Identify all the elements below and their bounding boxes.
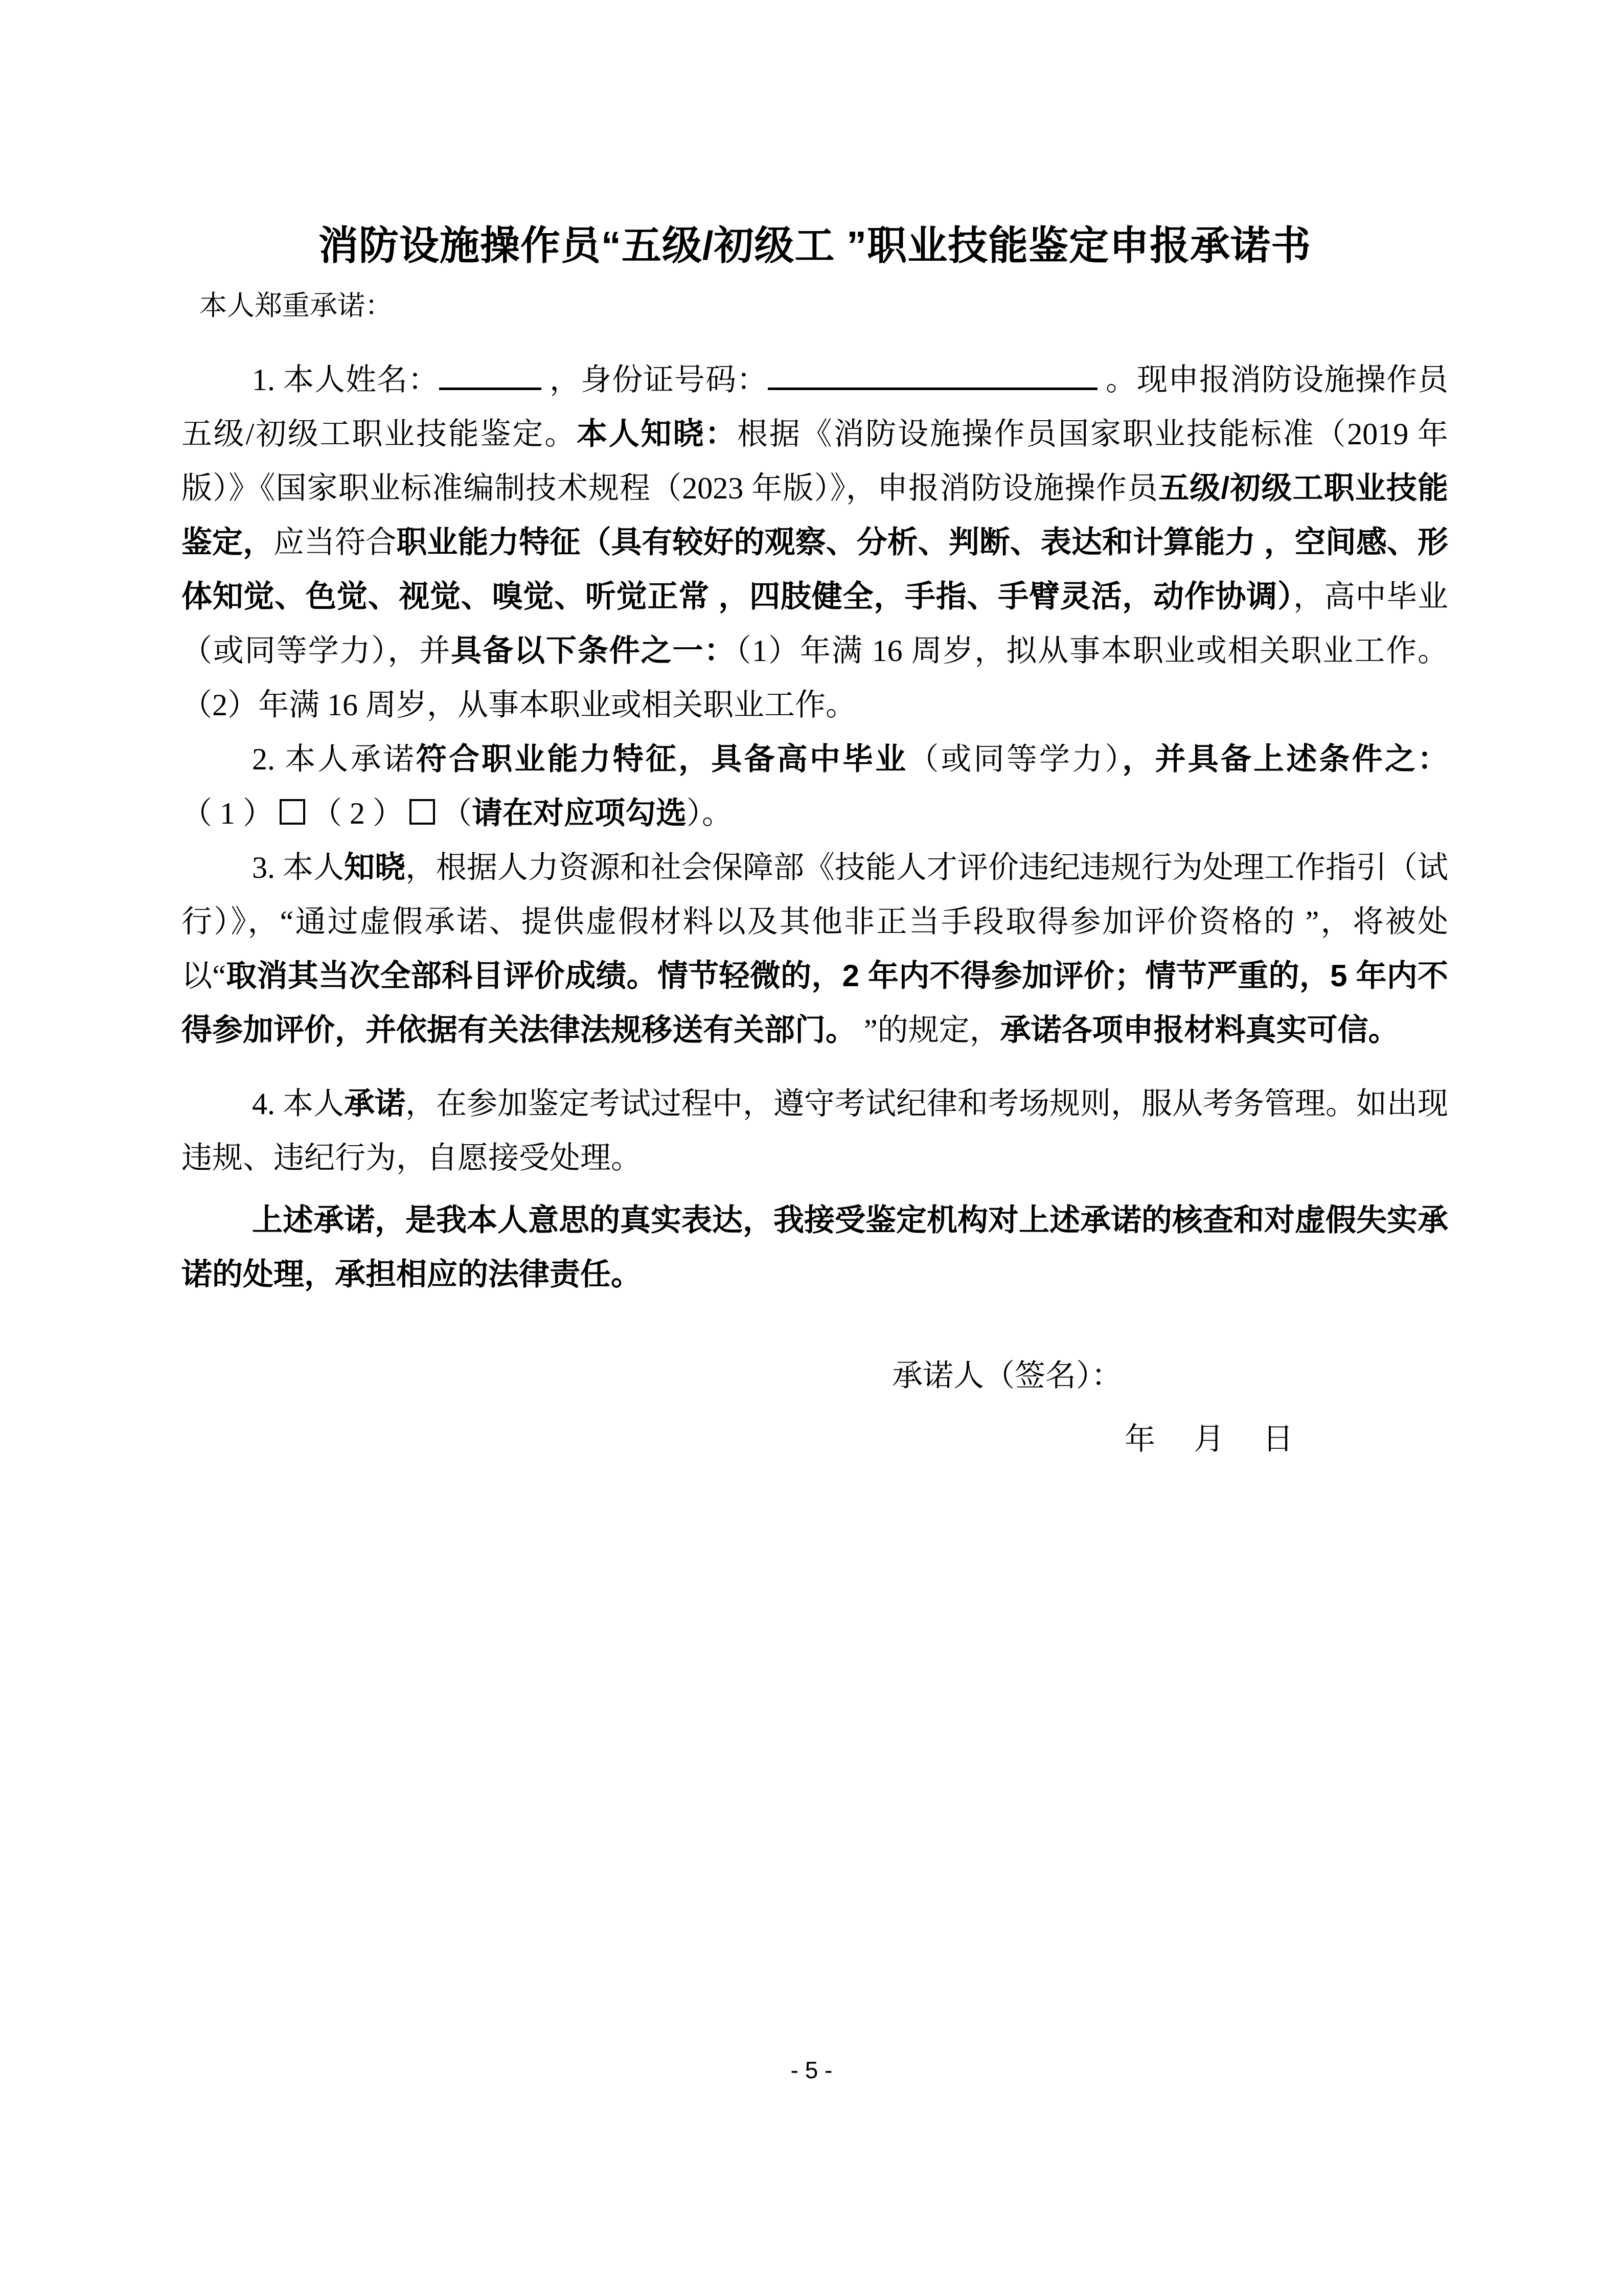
option-1-checkbox[interactable] xyxy=(280,799,305,825)
option-2-checkbox[interactable] xyxy=(409,799,435,825)
document-content xyxy=(181,220,1448,1466)
text-segment: 承诺 xyxy=(344,1086,405,1121)
text-segment: 本人知晓： xyxy=(577,417,738,451)
text-segment: 取消其当次全部科目评价成绩。情节轻微的，2 年内不得参加评价；情节严重的，5 年内不得参加评价，并依据有关法律法规移送有关部门。 xyxy=(181,959,1448,1047)
text-segment: （ 2 ） xyxy=(311,797,403,830)
text-segment: ”的规定， xyxy=(856,1013,1000,1047)
date-label: 年 月 日 xyxy=(1125,1422,1293,1456)
name-blank[interactable] xyxy=(439,358,541,390)
document-body xyxy=(181,353,1448,1302)
text-segment: ，根据人力资源和社会保障部《技能人才评价违纪违规行为处理工作指引（试行）》，“通过虚假承诺、提供虚假材料以及其他非正当手段取得参加评价资格的 ”，将被处以“ xyxy=(181,851,1448,993)
text-segment: ，在参加鉴定考试过程中，遵守考试纪律和考场规则，服从考务管理。如出现违规、违纪行为，自愿接受处理。 xyxy=(181,1087,1448,1175)
intro-line: 本人郑重承诺： xyxy=(199,290,393,321)
text-segment: 1. 本人姓名： xyxy=(252,363,439,397)
text-segment: （ xyxy=(441,797,472,830)
text-segment: 应当符合 xyxy=(273,526,397,559)
text-segment: 职业能力特征（具有较好的观察、分析、判断、表达和计算能力 ，空间感、形体知觉、色觉、视觉、嗅觉、听觉正常 ，四肢健全，手指、手臂灵活，动作协调） xyxy=(181,525,1449,613)
signature-block xyxy=(181,1349,1448,1466)
text-segment: ，身份证号码： xyxy=(541,363,768,397)
text-segment: （或同等学力） xyxy=(908,742,1123,776)
text-segment: 3. 本人 xyxy=(252,851,344,884)
text-segment: 上述承诺，是我本人意思的真实表达，我接受鉴定机构对上述承诺的核查和对虚假失实承诺的处理，承担相应的法律责任。 xyxy=(181,1203,1448,1291)
text-segment: 。现申报消防设施操作员五级/初级工职业技能鉴定。 xyxy=(181,363,1448,451)
paragraph-5 xyxy=(181,1193,1448,1302)
signer-label: 承诺人（签名）： xyxy=(892,1359,1122,1393)
text-segment: 五级/初级工职业技能鉴定， xyxy=(181,471,1448,559)
page-number: - 5 - xyxy=(790,2057,833,2083)
text-segment: （ 1 ） xyxy=(181,797,273,830)
paragraph-3 xyxy=(181,840,1448,1057)
paragraph-2-options xyxy=(181,786,1448,840)
text-segment: 2. 本人承诺 xyxy=(252,742,416,776)
text-segment: ，并具备上述条件之： xyxy=(1122,742,1449,776)
document-title: 消防设施操作员“五级/初级工 ”职业技能鉴定申报承诺书 xyxy=(318,223,1312,268)
text-segment: （1）年满 16 周岁，拟从事本职业或相关职业工作。（2）年满 16 周岁，从事本职业或相关职业工作。 xyxy=(181,634,1449,722)
text-segment: 符合职业能力特征，具备高中毕业 xyxy=(416,742,908,776)
text-segment: ，高中毕业（或同等学力），并 xyxy=(181,580,1449,668)
text-segment: ）。 xyxy=(687,797,733,830)
text-segment: 知晓 xyxy=(344,850,405,884)
text-segment: 承诺各项申报材料真实可信。 xyxy=(1000,1013,1399,1047)
paragraph-1 xyxy=(181,353,1448,732)
text-segment: 请在对应项勾选 xyxy=(472,796,687,830)
id-number-blank[interactable] xyxy=(768,358,1098,390)
text-segment: 4. 本人 xyxy=(252,1087,344,1121)
paragraph-2 xyxy=(181,732,1448,786)
text-segment: 根据《消防设施操作员国家职业技能标准（2019 年版）》《国家职业标准编制技术规程（2023 年版）》，申报消防设施操作员 xyxy=(181,417,1449,505)
text-segment: 具备以下条件之一： xyxy=(451,633,736,668)
paragraph-4 xyxy=(181,1077,1448,1185)
